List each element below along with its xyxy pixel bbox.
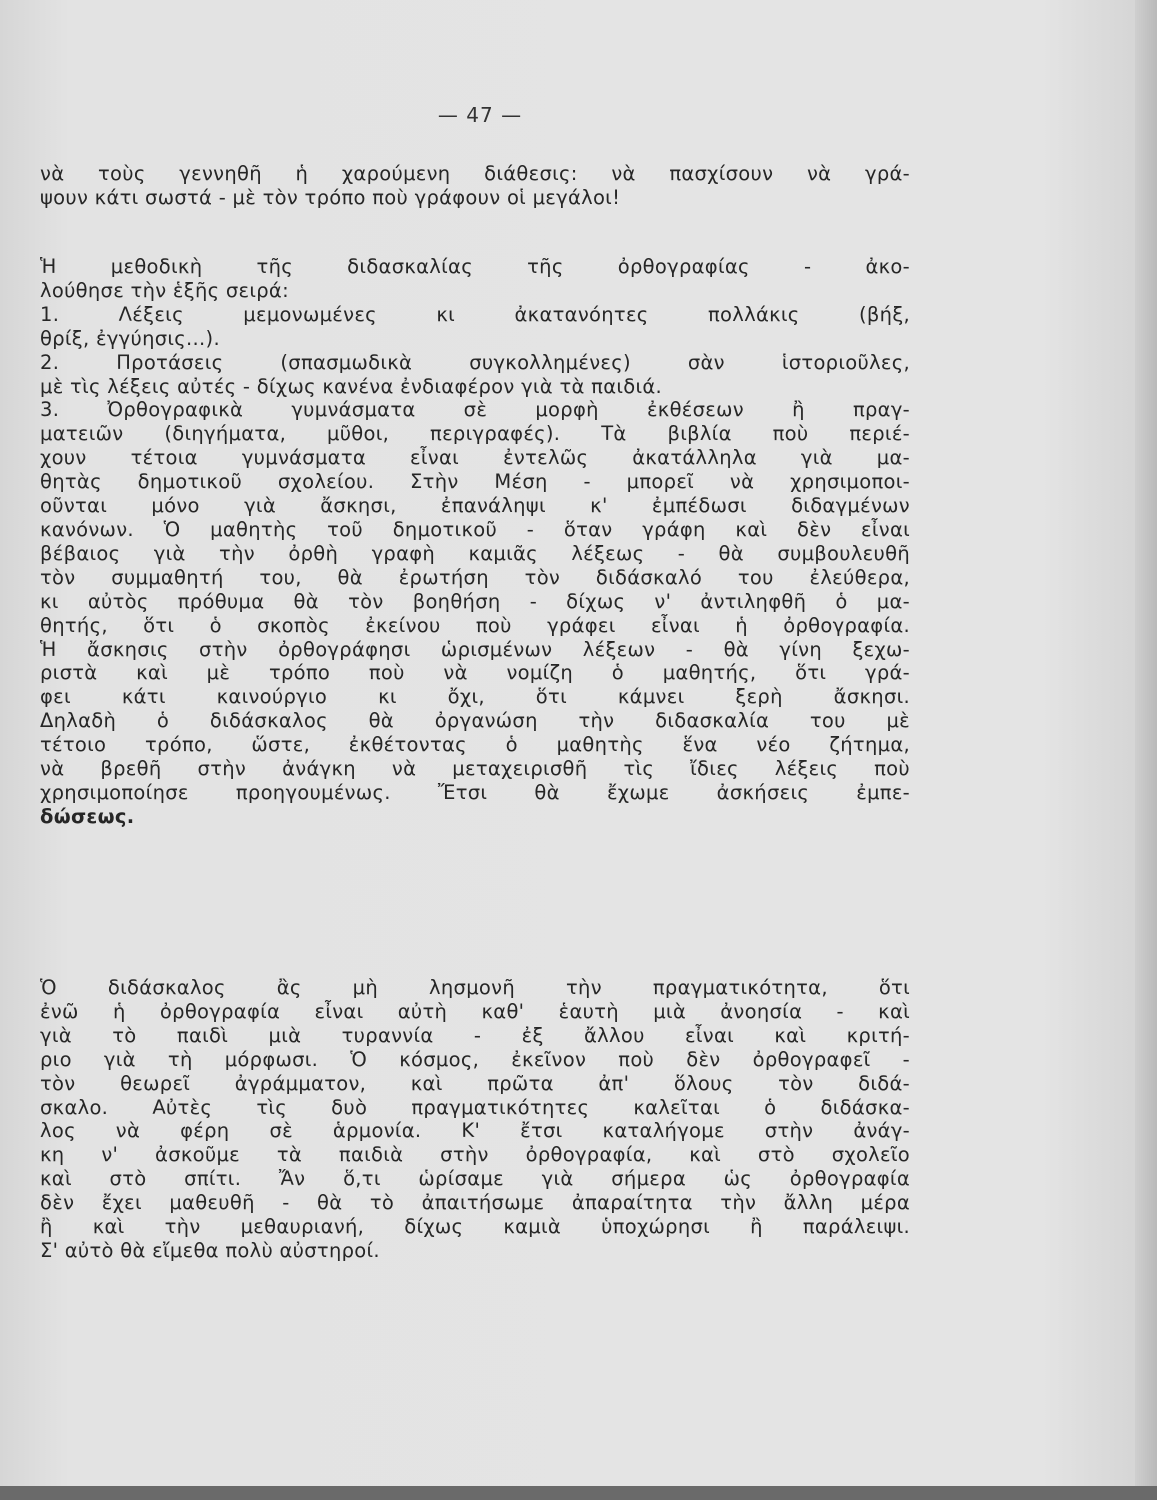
text-line: θητὰς δημοτικοῦ σχολείου. Στὴν Μέση - μπορεῖ νὰ χρησιμοποι- xyxy=(40,470,910,494)
text-line: βέβαιος γιὰ τὴν ὀρθὴ γραφὴ καμιᾶς λέξεως - θὰ συμβουλευθῆ xyxy=(40,541,910,565)
text-line: δὲν ἔχει μαθευθῆ - θὰ τὸ ἀπαιτήσωμε ἀπαραίτητα τὴν ἄλλη μέρα xyxy=(40,1191,910,1215)
text-line: καὶ στὸ σπίτι. Ἄν ὅ,τι ὡρίσαμε γιὰ σήμερα ὡς ὀρθογραφία xyxy=(40,1167,910,1191)
intro-paragraph xyxy=(40,162,910,210)
text-line: γιὰ τὸ παιδὶ μιὰ τυραννία - ἐξ ἄλλου εἶναι καὶ κριτή- xyxy=(40,1023,910,1047)
text-line: τὸν συμμαθητή του, θὰ ἐρωτήση τὸν διδάσκαλό του ἐλεύθερα, xyxy=(40,565,910,589)
scan-bottom-edge xyxy=(0,1486,1157,1500)
text-line: οῦνται μόνο γιὰ ἄσκησι, ἐπανάληψι κ' ἐμπέδωσι διδαγμένων xyxy=(40,494,910,518)
text-line: χρησιμοποίησε προηγουμένως. Ἔτσι θὰ ἔχωμε ἀσκήσεις ἐμπε- xyxy=(40,780,910,804)
method-paragraph xyxy=(40,255,910,829)
text-line: μὲ τὶς λέξεις αὐτές - δίχως κανένα ἐνδιαφέρον γιὰ τὰ παιδιά. xyxy=(40,374,663,398)
list-item-2: 2. Προτάσεις (σπασμωδικὰ συγκολλημένες) σὰν ἱστοριοῦλες, xyxy=(40,350,910,374)
text-line: ριο γιὰ τὴ μόρφωσι. Ὁ κόσμος, ἐκεῖνον ποὺ δὲν ὀρθογραφεῖ - xyxy=(40,1047,910,1071)
text-line: κη ν' ἀσκοῦμε τὰ παιδιὰ στὴν ὀρθογραφία, καὶ στὸ σχολεῖο xyxy=(40,1143,910,1167)
text-line: Ὁ διδάσκαλος ἂς μὴ λησμονῆ τὴν πραγματικότητα, ὅτι xyxy=(40,976,910,999)
book-spine-shadow xyxy=(1135,0,1157,1500)
page-number: — 47 — xyxy=(437,103,523,127)
text-line: τέτοιο τρόπο, ὥστε, ἐκθέτοντας ὁ μαθητὴς ἕνα νέο ζήτημα, xyxy=(40,733,910,757)
text-line: Ἡ ἄσκησις στὴν ὀρθογράφησι ὡρισμένων λέξεων - θὰ γίνη ξεχω- xyxy=(40,637,910,661)
text-line: θρίξ, ἐγγύησις...). xyxy=(40,326,220,350)
text-line: Ἡ μεθοδικὴ τῆς διδασκαλίας τῆς ὀρθογραφίας - ἀκο- xyxy=(40,255,910,278)
text-line: ματειῶν (διηγήματα, μῦθοι, περιγραφές). Τὰ βιβλία ποὺ περιέ- xyxy=(40,422,910,446)
text-line: τὸν θεωρεῖ ἀγράμματον, καὶ πρῶτα ἀπ' ὅλους τὸν διδά- xyxy=(40,1071,910,1095)
text-line: λούθησε τὴν ἑξῆς σειρά: xyxy=(40,278,289,302)
text-line: Δηλαδὴ ὁ διδάσκαλος θὰ ὀργανώση τὴν διδασκαλία του μὲ xyxy=(40,709,910,733)
closing-paragraph xyxy=(40,976,910,1263)
text-line: φει κάτι καινούργιο κι ὄχι, ὅτι κάμνει ξερὴ ἄσκησι. xyxy=(40,685,910,709)
text-line: ἐνῶ ἡ ὀρθογραφία εἶναι αὐτὴ καθ' ἑαυτὴ μιὰ ἀνοησία - καὶ xyxy=(40,999,910,1023)
text-line: Σ' αὐτὸ θὰ εἴμεθα πολὺ αὐστηροί. xyxy=(40,1238,380,1262)
text-line: νὰ βρεθῆ στὴν ἀνάγκη νὰ μεταχειρισθῆ τὶς ἴδιες λέξεις ποὺ xyxy=(40,757,910,781)
text-line: ψουν κάτι σωστά - μὲ τὸν τρόπο ποὺ γράφουν οἱ μεγάλοι! xyxy=(40,185,621,209)
text-line: νὰ τοὺς γεννηθῆ ἡ χαρούμενη διάθεσις: νὰ πασχίσουν νὰ γρά- xyxy=(40,162,910,185)
text-line: κανόνων. Ὁ μαθητὴς τοῦ δημοτικοῦ - ὅταν γράφη καὶ δὲν εἶναι xyxy=(40,517,910,541)
text-line: δώσεως. xyxy=(40,804,135,828)
list-item-3: 3. Ὀρθογραφικὰ γυμνάσματα σὲ μορφὴ ἐκθέσεων ἢ πραγ- xyxy=(40,398,910,422)
text-line: χουν τέτοια γυμνάσματα εἶναι ἐντελῶς ἀκατάλληλα γιὰ μα- xyxy=(40,446,910,470)
list-item-1: 1. Λέξεις μεμονωμένες κι ἀκατανόητες πολλάκις (βήξ, xyxy=(40,302,910,326)
text-line: ριστὰ καὶ μὲ τρόπο ποὺ νὰ νομίζη ὁ μαθητής, ὅτι γρά- xyxy=(40,661,910,685)
text-line: θητής, ὅτι ὁ σκοπὸς ἐκείνου ποὺ γράφει εἶναι ἡ ὀρθογραφία. xyxy=(40,613,910,637)
text-line: κι αὐτὸς πρόθυμα θὰ τὸν βοηθήση - δίχως ν' ἀντιληφθῆ ὁ μα- xyxy=(40,589,910,613)
text-line: ἢ καὶ τὴν μεθαυριανή, δίχως καμιὰ ὑποχώρησι ἢ παράλειψι. xyxy=(40,1215,910,1239)
text-line: λος νὰ φέρη σὲ ἁρμονία. Κ' ἔτσι καταλήγομε στὴν ἀνάγ- xyxy=(40,1119,910,1143)
text-line: σκαλο. Αὐτὲς τὶς δυὸ πραγματικότητες καλεῖται ὁ διδάσκα- xyxy=(40,1095,910,1119)
